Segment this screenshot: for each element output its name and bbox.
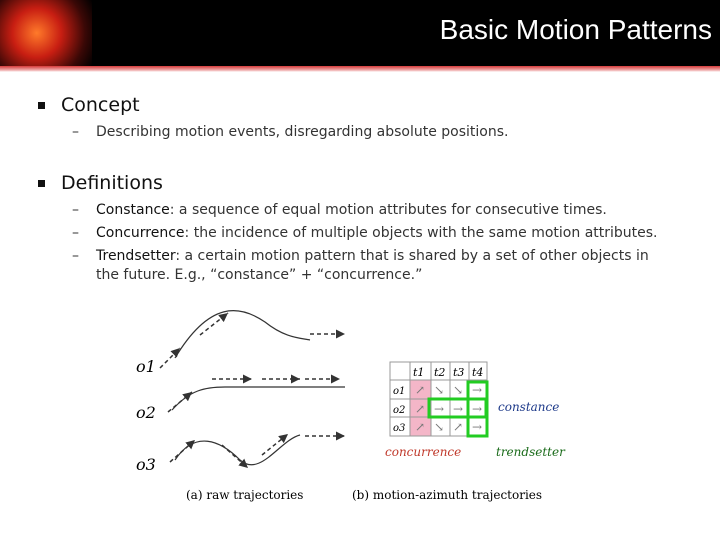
col-t2: t2 (434, 366, 446, 379)
cell-arrow: → (472, 383, 483, 397)
raw-label-o2: o2 (136, 403, 156, 422)
cell-arrow: ↗ (415, 383, 426, 397)
definition-trendsetter: – Trendsetter: a certain motion pattern that is shared by a set of other objects in (72, 248, 649, 264)
col-t1: t1 (413, 366, 425, 379)
bullet-concept: Concept (38, 94, 140, 116)
row-o1: o1 (393, 386, 406, 397)
cell-arrow: → (472, 402, 483, 416)
raw-label-o1: o1 (136, 357, 156, 376)
col-t4: t4 (472, 366, 484, 379)
cell-arrow: → (472, 420, 483, 434)
definition-constance: – Constance: a sequence of equal motion attributes for consecutive times. (72, 202, 607, 218)
definition-trendsetter-continuation: the future. E.g., “constance” + “concurrence.” (96, 267, 423, 283)
cell-arrow: ↗ (453, 420, 464, 434)
label-concurrence: concurrence (385, 445, 462, 459)
cell-arrow: ↘ (434, 420, 445, 434)
raw-label-o3: o3 (136, 455, 156, 474)
concept-item: – Describing motion events, disregarding absolute positions. (72, 124, 509, 140)
raw-trajectories (136, 311, 345, 502)
raw-caption: (a) raw trajectories (186, 488, 304, 502)
cell-arrow: ↗ (415, 402, 426, 416)
row-o3: o3 (393, 423, 406, 434)
col-t3: t3 (453, 366, 465, 379)
cell-arrow: ↘ (453, 383, 464, 397)
bullet-definitions: Definitions (38, 172, 163, 194)
label-trendsetter: trendsetter (496, 445, 565, 459)
azimuth-grid (352, 362, 566, 502)
cell-arrow: ↘ (434, 383, 445, 397)
slide-title: Basic Motion Patterns (439, 14, 712, 45)
cell-arrow: → (453, 402, 464, 416)
label-constance: constance (498, 400, 560, 414)
cell-arrow: ↗ (415, 420, 426, 434)
row-o2: o2 (393, 405, 406, 416)
cell-arrow: → (434, 402, 445, 416)
azimuth-caption: (b) motion-azimuth trajectories (352, 488, 543, 502)
definition-concurrence: – Concurrence: the incidence of multiple objects with the same motion attributes. (72, 225, 658, 241)
